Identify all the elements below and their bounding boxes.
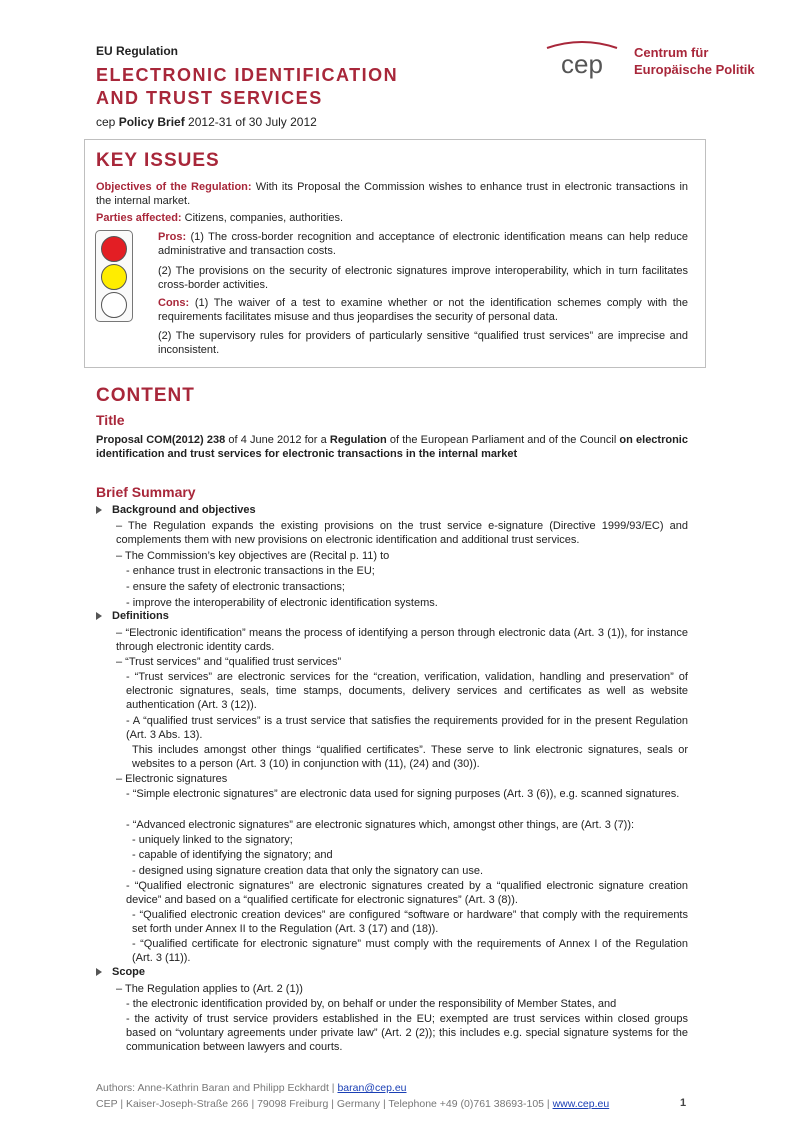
scope-heading-text: Scope xyxy=(112,966,146,978)
objectives-label: Objectives of the Regulation: xyxy=(96,181,252,193)
objectives-text: With its Proposal the Commission wishes to enhance trust in electronic transactions in the internal market. xyxy=(96,181,689,207)
bg-item-2b: - ensure the safety of electronic transactions; xyxy=(126,581,345,593)
footer-address xyxy=(96,1098,609,1110)
proposal-bold-2: Regulation xyxy=(329,434,387,446)
def-item-3b2: - capable of identifying the signatory; and xyxy=(132,849,333,861)
triangle-bullet-icon xyxy=(96,968,102,976)
scope-item-1: – The Regulation applies to (Art. 2 (1)) xyxy=(116,983,303,995)
def-item-2a: - “Trust services” are electronic services for the “creation, verification, validation, handling and preservation” of electronic signatures, seals, time stamps, documents, delivery services and certificates as well as website authentication (Art. 3 (12)). xyxy=(126,671,688,711)
def-item-3b1: - uniquely linked to the signatory; xyxy=(132,834,293,846)
cep-logo-mark xyxy=(542,40,622,84)
proposal-bold-3: on electronic identification and trust services for electronic transactions in the internal market xyxy=(96,434,688,460)
brief-bold: Policy Brief xyxy=(118,115,185,129)
logo-wordmark xyxy=(634,44,755,78)
cep-logo xyxy=(542,40,772,90)
title-subheading: Title xyxy=(96,412,125,428)
def-item-3c: - “Qualified electronic signatures” are electronic signatures created by a “qualified electronic signature creation device” and based on a “qualified certificate for electronic signatures” (Art. 3 (8)). xyxy=(126,880,688,906)
traffic-light-icon xyxy=(95,230,133,322)
proposal-text-2: of the European Parliament and of the Council xyxy=(386,434,620,446)
def-item-3c1: - “Qualified electronic creation devices” are configured “software or hardware” that comply with the requirements set forth under Annex II to the Regulation (Art. 3 (17) and (18)). xyxy=(132,909,688,935)
triangle-bullet-icon xyxy=(96,612,102,620)
def-item-3b: - “Advanced electronic signatures” are electronic signatures which, amongst other things, are (Art. 3 (7)): xyxy=(126,819,635,831)
red-light-icon xyxy=(101,236,127,262)
author-email-link[interactable]: baran@cep.eu xyxy=(337,1082,407,1094)
definitions-heading xyxy=(96,610,169,622)
proposal-bold-1: Proposal COM(2012) 238 xyxy=(96,434,226,446)
def-item-3b3: - designed using signature creation data that only the signatory can use. xyxy=(132,865,484,877)
def-item-3a: - “Simple electronic signatures” are electronic data used for signing purposes (Art. 3 (6)), e.g. scanned signatures. xyxy=(126,788,680,800)
triangle-bullet-icon xyxy=(96,506,102,514)
bg-item-2a: - enhance trust in electronic transactions in the EU; xyxy=(126,565,375,577)
title-line-1: ELECTRONIC IDENTIFICATION xyxy=(96,65,399,85)
document-kicker: EU Regulation xyxy=(96,44,179,58)
background-heading-text: Background and objectives xyxy=(112,504,256,516)
footer-authors xyxy=(96,1082,407,1094)
content-heading: CONTENT xyxy=(96,385,195,406)
pros-paragraph-1 xyxy=(158,230,688,258)
proposal-text-1: of 4 June 2012 for a xyxy=(225,434,330,446)
objectives-paragraph xyxy=(96,180,688,208)
definitions-heading-text: Definitions xyxy=(112,610,169,622)
parties-label: Parties affected: xyxy=(96,212,182,224)
cons-label: Cons: xyxy=(158,297,190,309)
def-item-2b-detail: This includes amongst other things “qualified certificates”. These serve to link electronic signatures, seals or websites to a person (Art. 3 (10) in conjunction with (11), (24) and (30)). xyxy=(132,744,688,770)
yellow-light-icon xyxy=(101,264,127,290)
def-item-2b: - A “qualified trust services” is a trust service that satisfies the requirements provided for in the present Regulation (Art. 3 Abs. 13). xyxy=(126,715,688,741)
def-item-3: – Electronic signatures xyxy=(116,773,228,785)
pros-paragraph-2: (2) The provisions on the security of electronic signatures improve interoperability, which in turn facilitates cross-border activities. xyxy=(158,265,688,291)
white-light-icon xyxy=(101,292,127,318)
bg-item-1: – The Regulation expands the existing provisions on the trust service e-signature (Directive 1999/93/EC) and complements them with new provisions on electronic identification and additional trust services. xyxy=(116,520,688,546)
scope-heading xyxy=(96,966,145,978)
cons-text-1: (1) The waiver of a test to examine whether or not the identification schemes comply with the requirements facilitates misuse and thus jeopardises the security of personal data. xyxy=(158,297,688,323)
logo-line-1: Centrum für xyxy=(634,45,709,60)
page-number: 1 xyxy=(680,1097,687,1109)
def-item-2: – “Trust services” and “qualified trust services” xyxy=(116,656,342,668)
policy-brief-line xyxy=(96,115,317,129)
brief-summary-heading: Brief Summary xyxy=(96,484,196,500)
logo-mark-text: cep xyxy=(561,49,603,79)
footer-authors-text: Authors: Anne-Kathrin Baran and Philipp Eckhardt | xyxy=(96,1082,338,1094)
def-item-3c2: - “Qualified certificate for electronic signature” must comply with the requirements of Annex I of the Regulation (Art. 3 (11)). xyxy=(132,938,688,964)
logo-line-2: Europäische Politik xyxy=(634,62,755,77)
bg-item-2: – The Commission’s key objectives are (Recital p. 11) to xyxy=(116,550,390,562)
cons-paragraph-2: (2) The supervisory rules for providers of particularly sensitive “qualified trust services” are imprecise and inconsistent. xyxy=(158,330,688,356)
cons-paragraph-1 xyxy=(158,296,688,324)
pros-label: Pros: xyxy=(158,231,187,243)
pros-text-1: (1) The cross-border recognition and acceptance of electronic identification means can help reduce administrative and transaction costs. xyxy=(158,231,688,257)
document-title xyxy=(96,64,398,110)
title-line-2: AND TRUST SERVICES xyxy=(96,88,323,108)
parties-text: Citizens, companies, authorities. xyxy=(181,212,344,224)
scope-item-1b: - the activity of trust service providers established in the EU; exempted are trust services within closed groups based on “voluntary agreements under private law” (Art. 2 (2)); this includes e.g. special signature systems for the communication between lawyers and courts. xyxy=(126,1013,688,1053)
key-issues-heading: KEY ISSUES xyxy=(96,150,220,171)
background-heading xyxy=(96,504,256,516)
def-item-1: – “Electronic identification” means the process of identifying a person through electronic data (Art. 3 (1)), for instance through electronic identity cards. xyxy=(116,627,688,653)
website-link[interactable]: www.cep.eu xyxy=(552,1098,610,1110)
brief-rest: 2012-31 of 30 July 2012 xyxy=(184,115,317,129)
proposal-title xyxy=(96,433,688,461)
footer-address-text: CEP | Kaiser-Joseph-Straße 266 | 79098 Freiburg | Germany | Telephone +49 (0)761 38693-105 | xyxy=(96,1098,553,1110)
scope-item-1a: - the electronic identification provided by, on behalf or under the responsibility of Member States, and xyxy=(126,998,617,1010)
parties-paragraph xyxy=(96,211,688,225)
bg-item-2c: - improve the interoperability of electronic identification systems. xyxy=(126,597,438,609)
brief-prefix: cep xyxy=(96,115,119,129)
